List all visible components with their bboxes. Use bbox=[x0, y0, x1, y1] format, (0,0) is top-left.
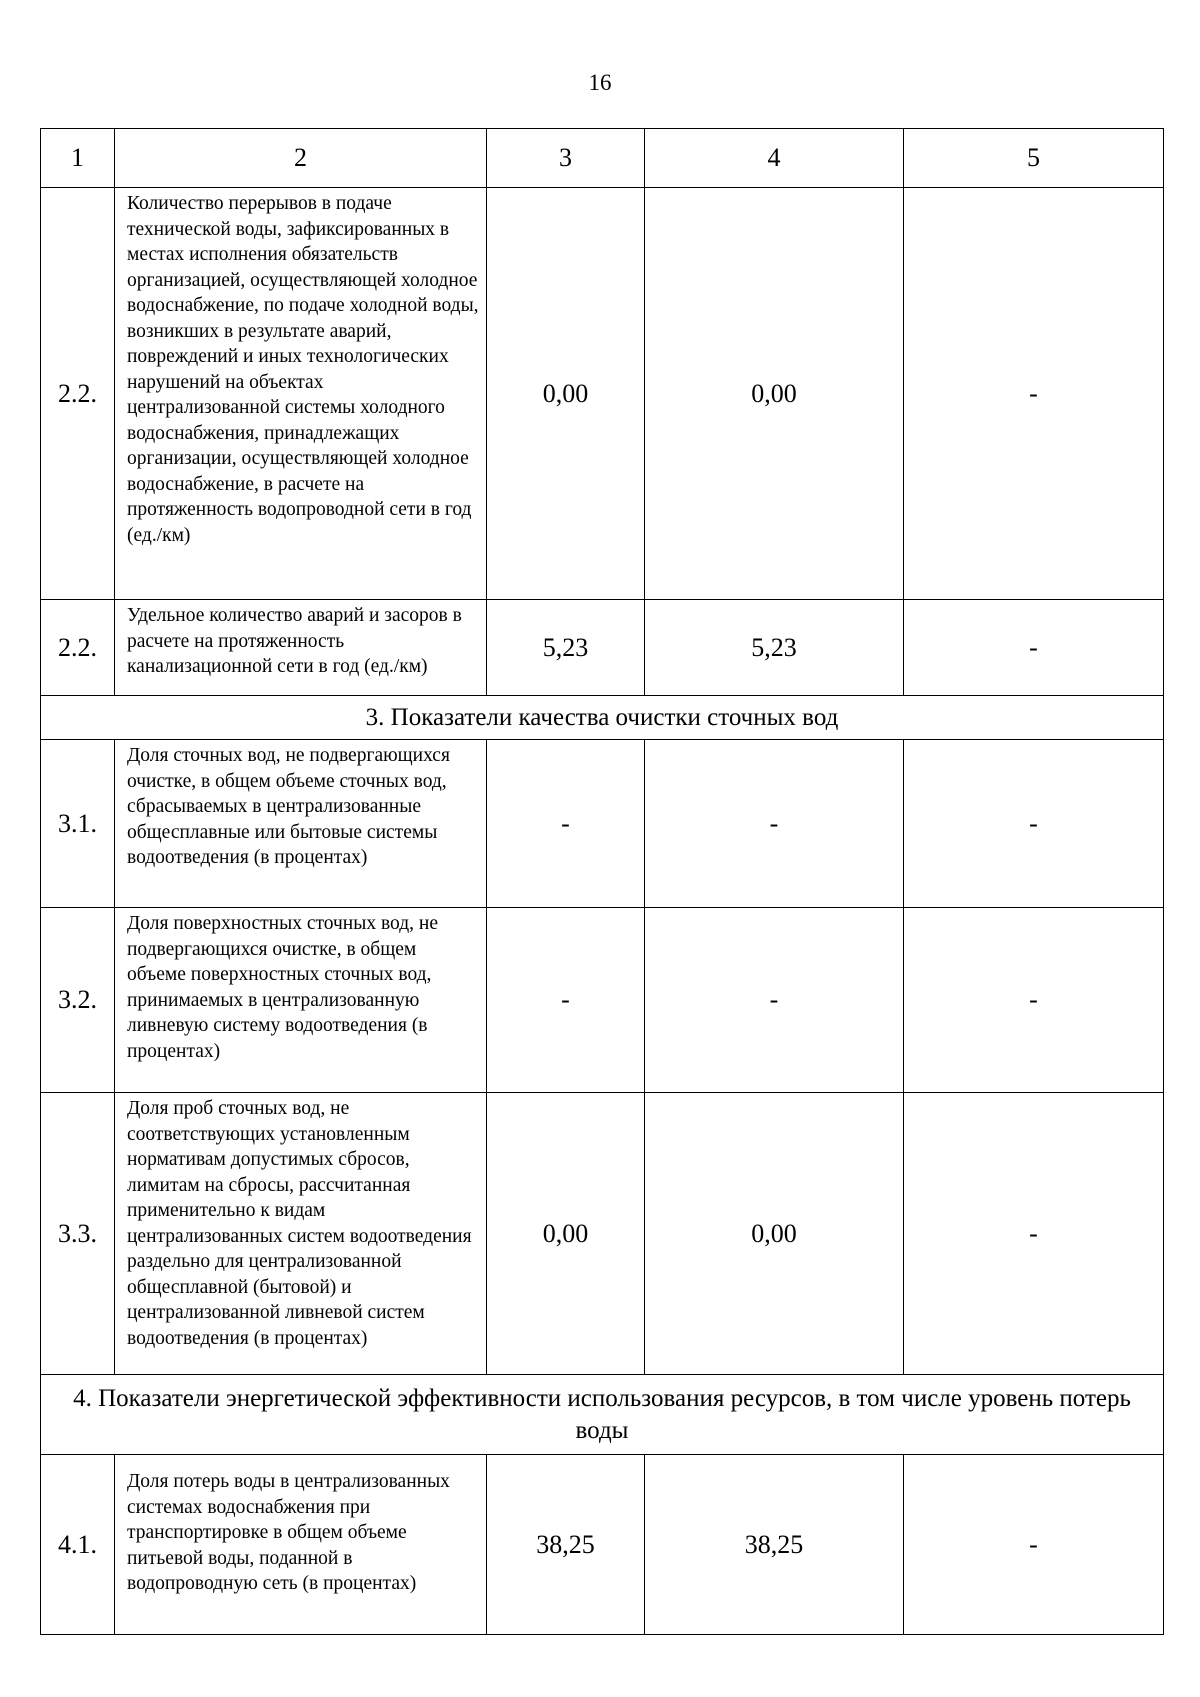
section-header-row bbox=[41, 1375, 1164, 1455]
row-value-col4: - bbox=[645, 740, 904, 908]
row-description: Количество перерывов в подаче технической воды, зафиксированных в местах исполнения обязательств организацией, осуществляющей холодное водоснабжение, по подаче холодной воды, возникших в результате аварий, повреждений и иных технологических нарушений на объектах централизованной системы холодного водоснабжения, принадлежащих организации, осуществляющей холодное водоснабжение, в расчете на протяженность водопроводной сети в год (ед./км) bbox=[115, 188, 487, 600]
table-row bbox=[41, 188, 1164, 600]
row-number: 2.2. bbox=[41, 600, 115, 696]
row-number: 4.1. bbox=[41, 1455, 115, 1635]
header-cell: 1 bbox=[41, 129, 115, 188]
page-number: 16 bbox=[588, 70, 612, 95]
table-row bbox=[41, 1093, 1164, 1375]
row-value-col5: - bbox=[904, 740, 1164, 908]
row-value-col3: 0,00 bbox=[487, 1093, 645, 1375]
row-value-col3: - bbox=[487, 908, 645, 1093]
row-description: Удельное количество аварий и засоров в расчете на протяженность канализационной сети в год (ед./км) bbox=[115, 600, 487, 696]
section-title: 4. Показатели энергетической эффективности использования ресурсов, в том числе уровень потерь воды bbox=[41, 1375, 1164, 1455]
row-value-col4: 38,25 bbox=[645, 1455, 904, 1635]
row-value-col5: - bbox=[904, 1093, 1164, 1375]
row-value-col4: 5,23 bbox=[645, 600, 904, 696]
row-value-col3: - bbox=[487, 740, 645, 908]
row-description: Доля проб сточных вод, не соответствующих установленным нормативам допустимых сбросов, лимитам на сбросы, рассчитанная применительно к видам централизованных систем водоотведения раздельно для централизованной общесплавной (бытовой) и централизованной ливневой систем водоотведения (в процентах) bbox=[115, 1093, 487, 1375]
section-title: 3. Показатели качества очистки сточных вод bbox=[41, 696, 1164, 740]
row-value-col4: 0,00 bbox=[645, 1093, 904, 1375]
row-number: 2.2. bbox=[41, 188, 115, 600]
row-value-col3: 38,25 bbox=[487, 1455, 645, 1635]
table-row bbox=[41, 740, 1164, 908]
row-value-col3: 5,23 bbox=[487, 600, 645, 696]
row-value-col5: - bbox=[904, 908, 1164, 1093]
section-header-row bbox=[41, 696, 1164, 740]
header-cell: 4 bbox=[645, 129, 904, 188]
table-row bbox=[41, 600, 1164, 696]
row-description: Доля сточных вод, не подвергающихся очистке, в общем объеме сточных вод, сбрасываемых в централизованные общесплавные или бытовые системы водоотведения (в процентах) bbox=[115, 740, 487, 908]
table-row bbox=[41, 1455, 1164, 1635]
row-number: 3.2. bbox=[41, 908, 115, 1093]
row-value-col5: - bbox=[904, 1455, 1164, 1635]
header-cell: 3 bbox=[487, 129, 645, 188]
row-value-col5: - bbox=[904, 188, 1164, 600]
table-header-row bbox=[41, 129, 1164, 188]
row-description: Доля поверхностных сточных вод, не подвергающихся очистке, в общем объеме поверхностных сточных вод, принимаемых в централизованную ливневую систему водоотведения (в процентах) bbox=[115, 908, 487, 1093]
row-value-col4: 0,00 bbox=[645, 188, 904, 600]
row-number: 3.3. bbox=[41, 1093, 115, 1375]
header-cell: 2 bbox=[115, 129, 487, 188]
row-value-col3: 0,00 bbox=[487, 188, 645, 600]
row-value-col4: - bbox=[645, 908, 904, 1093]
table-row bbox=[41, 908, 1164, 1093]
indicators-table bbox=[40, 128, 1164, 1635]
row-number: 3.1. bbox=[41, 740, 115, 908]
row-value-col5: - bbox=[904, 600, 1164, 696]
header-cell: 5 bbox=[904, 129, 1164, 188]
row-description: Доля потерь воды в централизованных системах водоснабжения при транспортировке в общем объеме питьевой воды, поданной в водопроводную сеть (в процентах) bbox=[115, 1455, 487, 1635]
